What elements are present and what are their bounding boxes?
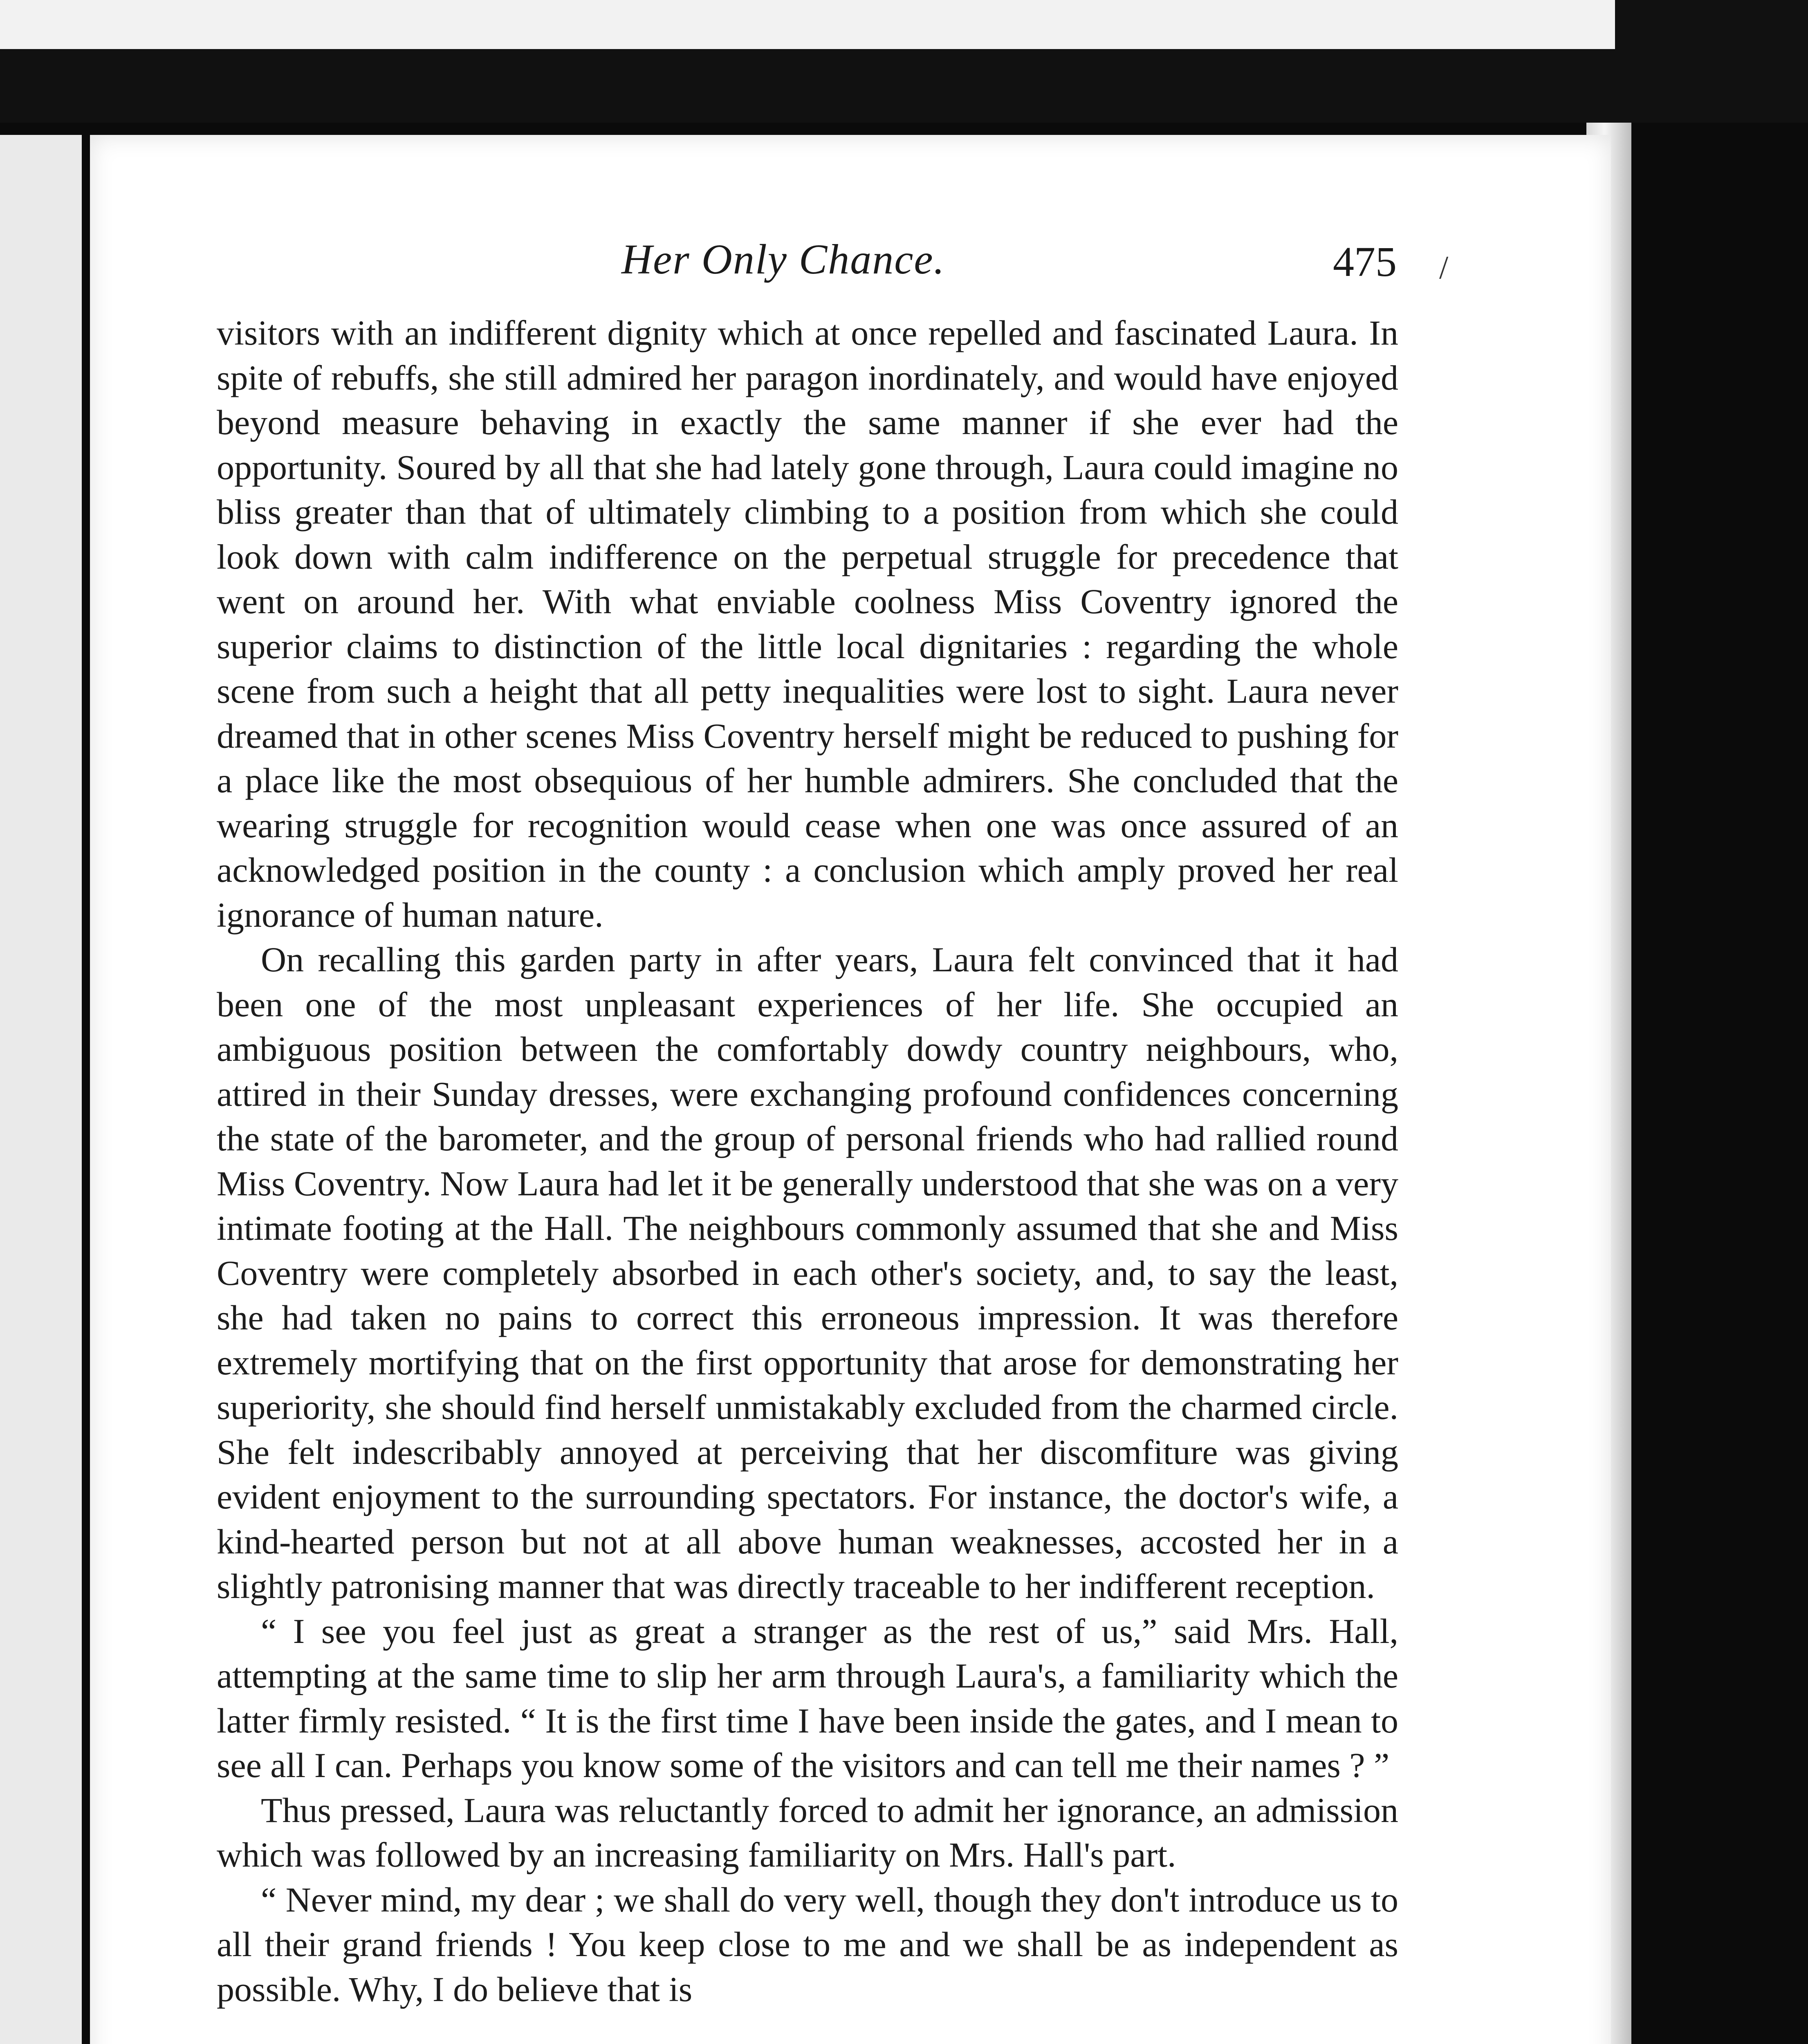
paragraph: “ Never mind, my dear ; we shall do very well, though they don't introduce us to all their grand friends ! You keep close to me and we shall be as independent as possible. Why, I do believe that is (217, 1880, 1398, 2009)
scan-top-paper-strip (0, 0, 1615, 49)
paragraph: “ I see you feel just as great a stranger as the rest of us,” said Mrs. Hall, attempting at the same time to slip her arm through Laura's, a familiarity which the latter firmly resisted. “ It is the first time I have been inside the gates, and I mean to see all I can. Perhaps you know some of the visitors and can tell me their names ? ” (217, 1611, 1398, 1785)
page-body (217, 311, 1398, 2012)
previous-page-edge (0, 135, 82, 2044)
page-number: 475 (1333, 238, 1397, 285)
running-title: Her Only Chance. (621, 236, 945, 283)
paragraph: On recalling this garden party in after years, Laura felt convinced that it had been one of the most unpleasant experiences of her life. She occupied an ambiguous position between the comfortably dowdy country neighbours, who, attired in their Sunday dresses, were exchanging profound confidences concerning the state of the barometer, and the group of personal friends who had rallied round Miss Coventry. Now Laura had let it be generally understood that she was on a very intimate footing at the Hall. The neighbours commonly assumed that she and Miss Coventry were completely absorbed in each other's society, and, to say the least, she had taken no pains to correct this erroneous impression. It was therefore extremely mortifying that on the first opportunity that arose for demonstrating her superiority, she should find herself unmistakably excluded from the charmed circle. She felt indescribably annoyed at perceiving that her discomfiture was giving evident enjoyment to the surrounding spectators. For instance, the doctor's wife, a kind-hearted person but not at all above human weaknesses, accosted her in a slightly patronising manner that was directly traceable to her indifferent reception. (217, 940, 1398, 1606)
running-head (90, 235, 1611, 296)
paragraph: Thus pressed, Laura was reluctantly forced to admit her ignorance, an admission which was followed by an increasing familiarity on Mrs. Hall's part. (217, 1790, 1398, 1874)
pencil-mark: / (1439, 250, 1449, 286)
paragraph: visitors with an indifferent dignity which at once repelled and fascinated Laura. In spite of rebuffs, she still admired her paragon inordinately, and would have enjoyed beyond measure behaving in exactly the same manner if she ever had the opportunity. Soured by all that she had lately gone through, Laura could imagine no bliss greater than that of ultimately climbing to a position from which she could look down with calm indifference on the perpetual struggle for precedence that went on around her. With what enviable coolness Miss Coventry ignored the superior claims to distinction of the little local dignitaries : regarding the whole scene from such a height that all petty inequalities were lost to sight. Laura never dreamed that in other scenes Miss Coventry herself might be reduced to pushing for a place like the most obsequious of her humble admirers. She concluded that the wearing struggle for recognition would cease when one was once assured of an acknowledged position in the county : a conclusion which amply proved her real ignorance of human nature. (217, 313, 1398, 935)
book-page (90, 135, 1611, 2044)
